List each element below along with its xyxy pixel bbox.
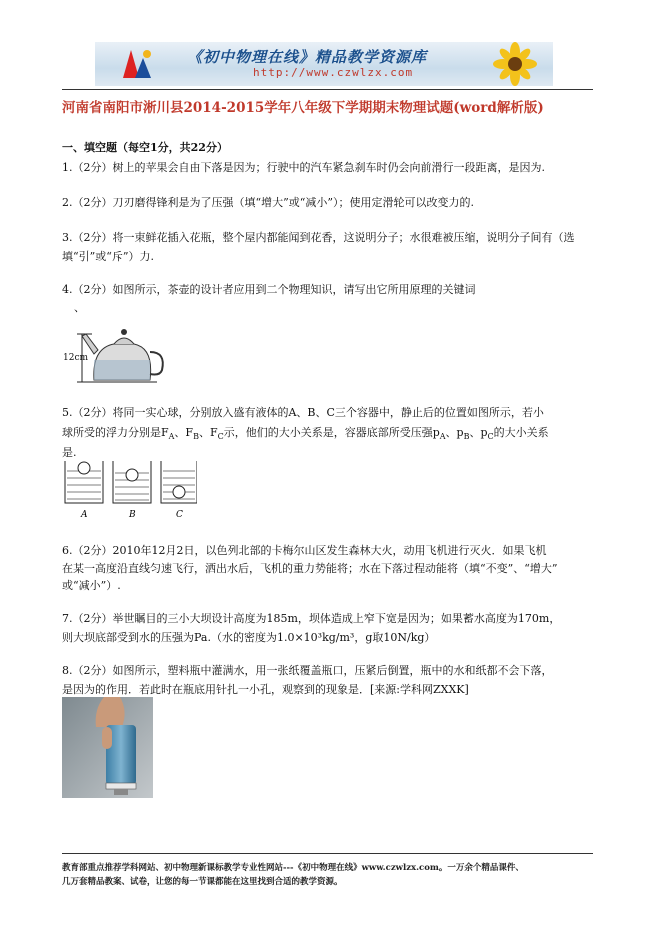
question-6-line-1: 6.（2分）2010年12月2日，以色列北部的卡梅尔山区发生森林大火，动用飞机进行灭火．如果飞机 [62, 544, 547, 557]
section-heading: 一、填空题（每空1分，共22分） [62, 141, 228, 154]
container-label-c: C [176, 510, 183, 520]
question-4-line-1: 4.（2分）如图所示，茶壶的设计者应用到二个物理知识，请写出它所用原理的关键词 [62, 283, 476, 296]
container-label-a: A [81, 510, 88, 520]
question-8-line-1: 8.（2分）如图所示，塑料瓶中灌满水，用一张纸覆盖瓶口，压紧后倒置，瓶中的水和纸都不会下落， [62, 664, 553, 677]
question-5-line-1: 5.（2分）将同一实心球，分别放入盛有液体的A、B、C三个容器中，静止后的位置如图所示，若小 [62, 406, 544, 419]
sunflower-icon [481, 42, 549, 86]
footer-line-2: 几万套精品教案、试卷，让您的每一节课都能在这里找到合适的教学资源。 [62, 877, 343, 887]
question-2-line-1: 2.（2分）刀刃磨得锋利是为了压强（填“增大”或“减小”）；使用定滑轮可以改变力的. [62, 196, 474, 209]
banner-title: 《初中物理在线》精品教学资源库 [187, 48, 428, 66]
question-6-line-2: 在某一高度沿直线匀速飞行，洒出水后，飞机的重力势能将；水在下落过程动能将（填“不变”、“增大” [62, 562, 558, 575]
question-6-line-3: 或“减小”）. [62, 579, 121, 592]
container-label-b: B [129, 510, 136, 520]
header-banner [95, 42, 553, 86]
containers-figure [62, 459, 197, 521]
question-3-line-1: 3.（2分）将一束鲜花插入花瓶，整个屋内都能闻到花香，这说明分子；水很难被压缩，说明分子间有（选 [62, 231, 575, 244]
question-5-line-3: 是. [62, 446, 77, 459]
question-1-line-1: 1.（2分）树上的苹果会自由下落是因为；行驶中的汽车紧急刹车时仍会向前滑行一段距离，是因为. [62, 161, 545, 174]
question-5-line-2: 球所受的浮力分别是$F_A$、$F_B$、$F_C$示，他们的大小关系是，容器底部所受压强$p_A$、$p_B$、$p_C$的大小关系 [62, 426, 549, 442]
teapot-height-label: 12cm [63, 353, 89, 363]
q5-text-a: 球所受的浮力分别是F [62, 426, 169, 439]
bottle-photo [62, 697, 153, 798]
banner-url: http://www.czwlzx.com [253, 66, 414, 79]
footer-line-1: 教育部重点推荐学科网站、初中物理新课标教学专业性网站---《初中物理在线》www.czwlzx.com。一万余个精品课件、 [62, 863, 524, 873]
question-3-line-2: 填“引”或“斥”）力. [62, 250, 154, 263]
footer-rule [62, 853, 593, 854]
site-logo-icon [117, 44, 157, 84]
question-4-line-2: 、 [74, 301, 85, 314]
teapot-figure [62, 314, 172, 390]
document-title: 河南省南阳市淅川县2014-2015学年八年级下学期期末物理试题(word解析版) [62, 100, 544, 116]
header-rule [62, 89, 593, 90]
question-7-line-2: 则大坝底部受到水的压强为Pa.（水的密度为1.0×10³kg/m³，g取10N/kg） [62, 631, 436, 644]
question-8-line-2: 是因为的作用．若此时在瓶底用针扎一小孔，观察到的现象是．[来源:学科网ZXXK] [62, 683, 469, 696]
question-7-line-1: 7.（2分）举世瞩目的三小大坝设计高度为185m，坝体造成上窄下宽是因为；如果蓄水高度为170m， [62, 612, 561, 625]
